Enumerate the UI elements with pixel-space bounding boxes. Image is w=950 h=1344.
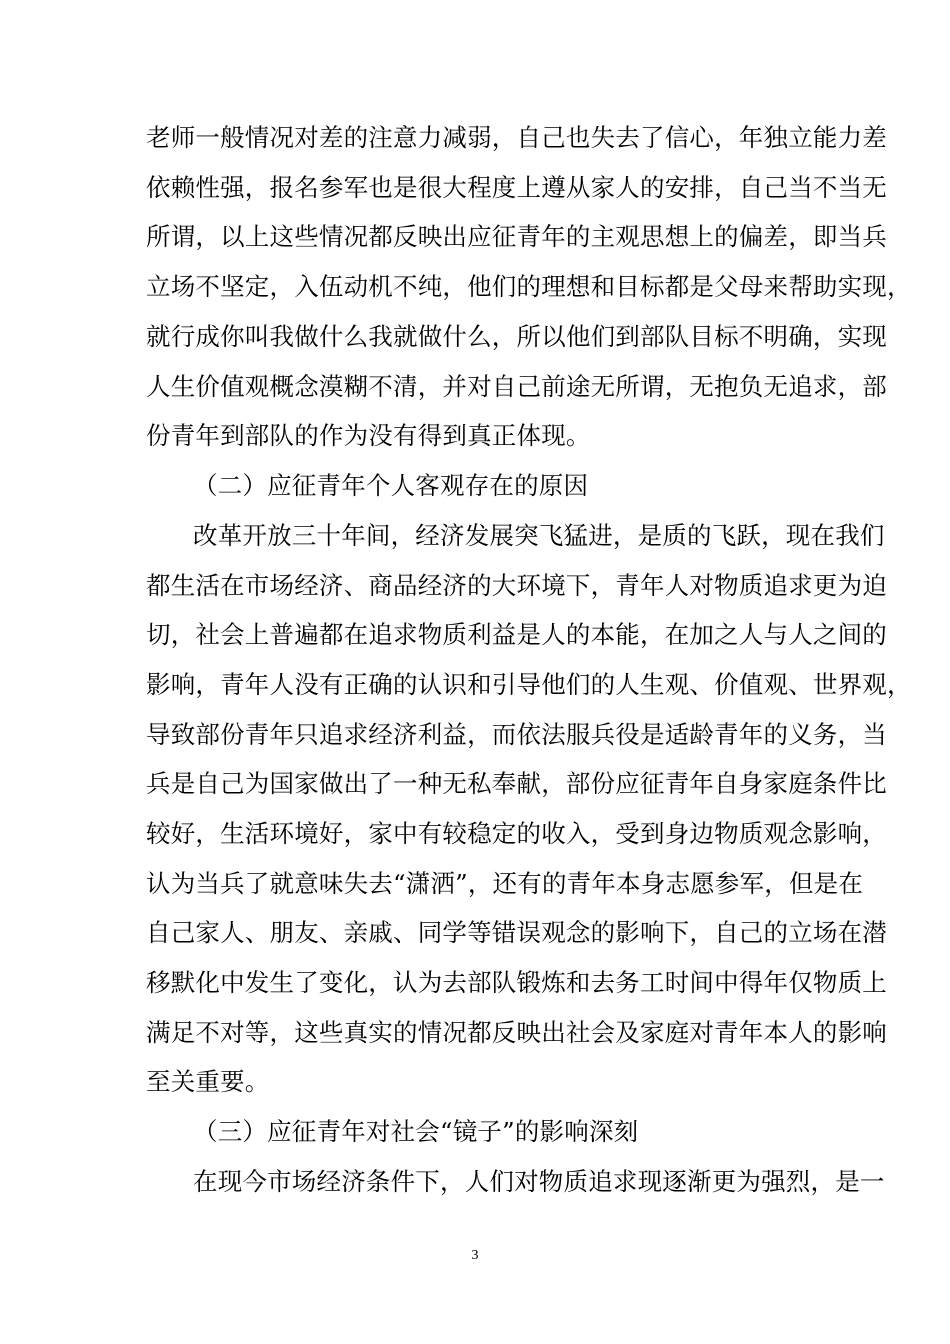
body-text-line: 较好，生活环境好，家中有较稳定的收入，受到身边物质观念影响， [146,819,887,848]
body-text-line: 改革开放三十年间，经济发展突飞猛进，是质的飞跃，现在我们 [193,521,885,550]
body-text-line: 移默化中发生了变化，认为去部队锻炼和去务工时间中得年仅物质上 [146,968,887,997]
body-text-line: 老师一般情况对差的注意力减弱，自己也失去了信心，年独立能力差 [146,123,887,152]
body-text-line: 人生价值观概念漠糊不清，并对自己前途无所谓，无抱负无追求，部 [146,372,887,401]
body-text-line: 导致部份青年只追求经济利益，而依法服兵役是适龄青年的义务，当 [146,720,887,749]
body-text-line: 在现今市场经济条件下，人们对物质追求现逐渐更为强烈，是一 [193,1167,885,1196]
body-text-line: 至关重要。 [146,1067,270,1096]
body-text-line: 兵是自己为国家做出了一种无私奉献，部份应征青年自身家庭条件比 [146,769,887,798]
body-text-line: 自己家人、朋友、亲戚、同学等错误观念的影响下，自己的立场在潜 [146,918,887,947]
body-text-line: 份青年到部队的作为没有得到真正体现。 [146,421,591,450]
body-text-line: 立场不坚定，入伍动机不纯，他们的理想和目标都是父母来帮助实现， [146,272,912,301]
body-text-line: 就行成你叫我做什么我就做什么，所以他们到部队目标不明确，实现 [146,322,887,351]
body-text-line: 都生活在市场经济、商品经济的大环境下，青年人对物质追求更为迫 [146,571,887,600]
body-text-line: 满足不对等，这些真实的情况都反映出社会及家庭对青年本人的影响 [146,1018,887,1047]
body-text-line: 认为当兵了就意味失去“潇洒”，还有的青年本身志愿参军，但是在 [146,869,864,898]
section-heading: （二）应征青年个人客观存在的原因 [193,471,589,500]
body-text-line: 影响，青年人没有正确的认识和引导他们的人生观、价值观、世界观， [146,670,912,699]
body-text-line: 切，社会上普遍都在追求物质利益是人的本能，在加之人与人之间的 [146,620,887,649]
body-text-line: 所谓，以上这些情况都反映出应征青年的主观思想上的偏差，即当兵 [146,222,887,251]
section-heading: （三）应征青年对社会“镜子”的影响深刻 [193,1117,639,1146]
body-text-line: 依赖性强，报名参军也是很大程度上遵从家人的安排，自己当不当无 [146,173,887,202]
page-number: 3 [471,1248,479,1263]
